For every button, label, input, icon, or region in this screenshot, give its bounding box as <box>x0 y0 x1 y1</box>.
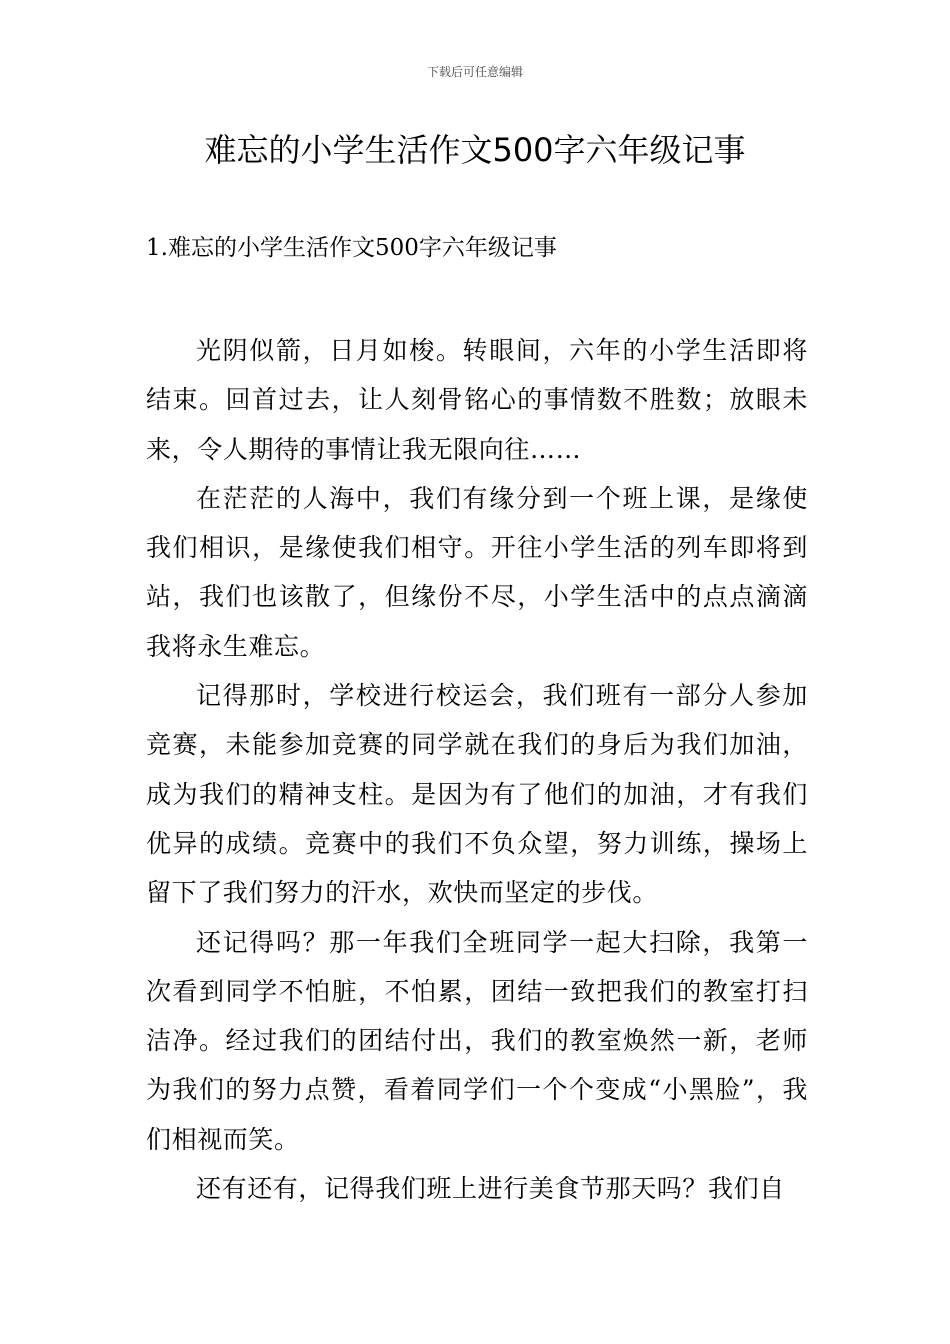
header-note: 下载后可任意编辑 <box>426 65 523 79</box>
paragraph-3: 记得那时，学校进行校运会，我们班有一部分人参加竞赛，未能参加竞赛的同学就在我们的身后为我们加油，成为我们的精神支柱。是因为有了他们的加油，才有我们优异的成绩。竞赛中的我们不负众望，努力训练，操场上留下了我们努力的汗水，欢快而坚定的步伐。 <box>146 681 808 908</box>
paragraph-1: 光阴似箭，日月如梭。转眼间，六年的小学生活即将结束。回首过去，让人刻骨铭心的事情数不胜数；放眼未来，令人期待的事情让我无限向往…… <box>146 336 808 464</box>
document-body <box>146 326 808 1213</box>
document-title: 难忘的小学生活作文500字六年级记事 <box>204 131 746 169</box>
paragraph-5: 还有还有，记得我们班上进行美食节那天吗？我们自 <box>196 1174 785 1204</box>
paragraph-2: 在茫茫的人海中，我们有缘分到一个班上课，是缘使我们相识，是缘使我们相守。开往小学生活的列车即将到站，我们也该散了，但缘份不尽，小学生活中的点点滴滴我将永生难忘。 <box>146 483 808 661</box>
paragraph-4: 还记得吗？那一年我们全班同学一起大扫除，我第一次看到同学不怕脏，不怕累，团结一致把我们的教室打扫洁净。经过我们的团结付出，我们的教室焕然一新，老师为我们的努力点赞，看着同学们一个个变成“小黑脸”，我们相视而笑。 <box>146 927 808 1154</box>
section-heading: 1.难忘的小学生活作文500字六年级记事 <box>146 235 557 261</box>
